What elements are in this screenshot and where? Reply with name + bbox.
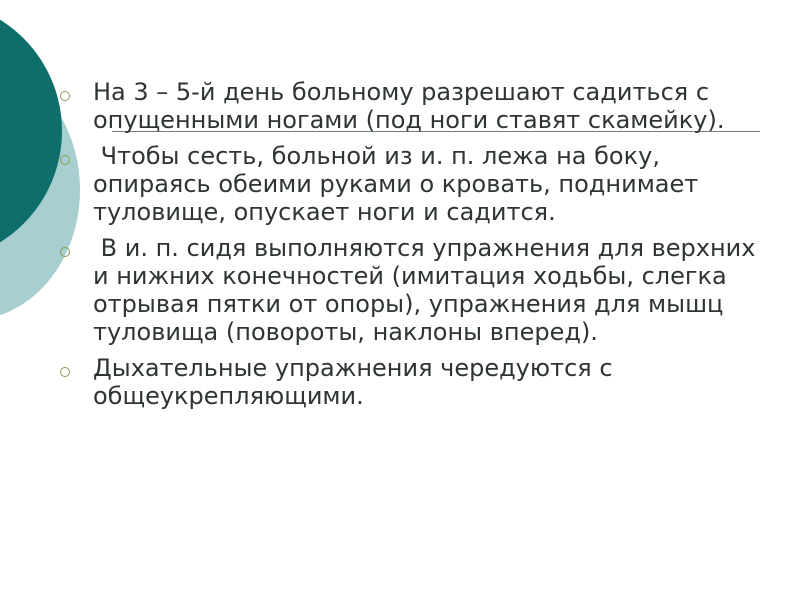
bullet-list — [60, 78, 764, 418]
circle-bullet-icon — [60, 247, 70, 257]
bullet-text: Дыхательные упражнения чередуются с общеукрепляющими. — [93, 354, 621, 410]
circle-bullet-icon — [60, 367, 70, 377]
bullet-item — [60, 78, 760, 134]
bullet-text: В и. п. сидя выполняются упражнения для верхних и нижних конечностей (имитация ходьбы, слегка отрывая пятки от опоры), упражнения для мышц туловища (повороты, наклоны вперед). — [93, 234, 764, 346]
bullet-item — [60, 142, 760, 226]
bullet-item — [60, 354, 760, 410]
bullet-text: На 3 – 5-й день больному разрешают садиться с опущенными ногами (под ноги ставят скамейку). — [93, 78, 725, 134]
circle-bullet-icon — [60, 91, 70, 101]
circle-bullet-icon — [60, 155, 70, 165]
bullet-text: Чтобы сесть, больной из и. п. лежа на боку, опираясь обеими руками о кровать, поднимает туловище, опускает ноги и садится. — [93, 142, 706, 226]
bullet-item — [60, 234, 764, 346]
